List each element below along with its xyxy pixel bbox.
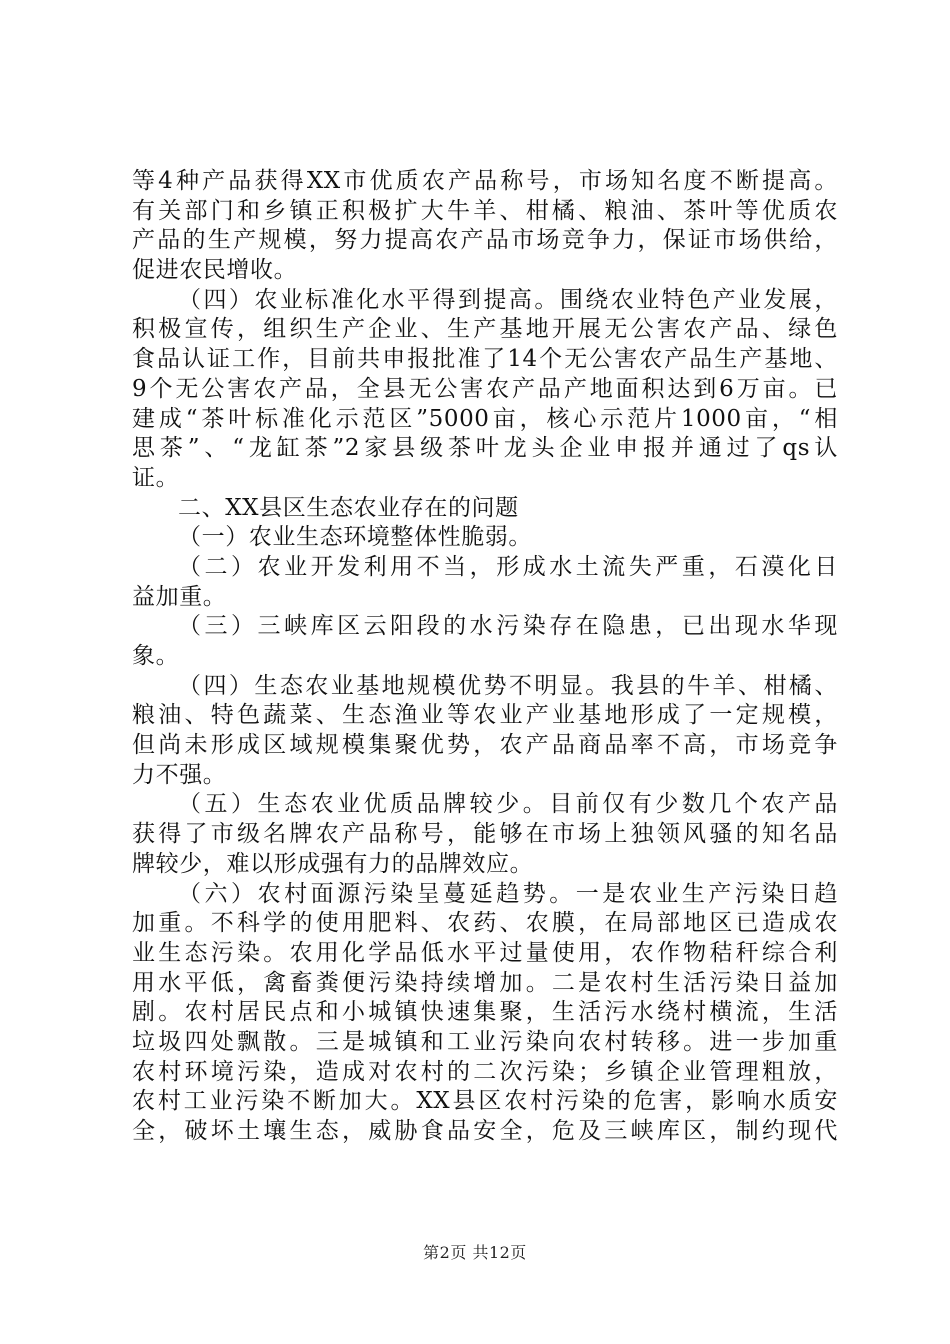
text-line: 二、XX县区生态农业存在的问题: [178, 494, 519, 521]
text-line: （六）农村面源污染呈蔓延趋势。一是农业生产污染日趋: [178, 880, 838, 907]
text-line: 食品认证工作，目前共申报批准了14个无公害农产品生产基地、: [132, 346, 838, 373]
text-line: 农村工业污染不断加大。XX县区农村污染的危害，影响水质安: [132, 1088, 838, 1115]
text-line: 等4种产品获得XX市优质农产品称号，市场知名度不断提高。: [132, 168, 838, 194]
text-line: 用水平低，禽畜粪便污染持续增加。二是农村生活污染日益加: [132, 969, 838, 996]
text-line: 牌较少，难以形成强有力的品牌效应。: [132, 850, 534, 877]
text-line: 垃圾四处飘散。三是城镇和工业污染向农村转移。进一步加重: [132, 1028, 838, 1055]
text-line: （五）生态农业优质品牌较少。目前仅有少数几个农产品: [178, 791, 838, 818]
text-line: 力不强。: [132, 761, 227, 788]
page-footer: 第2页 共12页: [423, 1243, 527, 1262]
text-line: 促进农民增收。: [132, 257, 298, 284]
text-line: 思茶”、“龙缸茶”2家县级茶叶龙头企业申报并通过了qs认: [132, 435, 838, 462]
text-line: 业生态污染。农用化学品低水平过量使用，农作物秸秆综合利: [132, 939, 838, 966]
text-line: 建成“茶叶标准化示范区”5000亩，核心示范片1000亩，“相: [132, 405, 838, 432]
text-line: 象。: [132, 643, 180, 669]
text-line: 9个无公害农产品，全县无公害农产品产地面积达到6万亩。已: [132, 375, 838, 402]
text-line: （三）三峡库区云阳段的水污染存在隐患，已出现水华现: [178, 613, 838, 640]
text-line: 获得了市级名牌农产品称号，能够在市场上独领风骚的知名品: [132, 821, 838, 848]
text-line: （二）农业开发利用不当，形成水土流失严重，石漠化日: [178, 553, 838, 580]
text-line: 产品的生产规模，努力提高农产品市场竞争力，保证市场供给，: [132, 227, 838, 254]
text-line: 积极宣传，组织生产企业、生产基地开展无公害农产品、绿色: [132, 316, 838, 343]
text-line: 益加重。: [132, 583, 227, 610]
text-line: 有关部门和乡镇正积极扩大牛羊、柑橘、粮油、茶叶等优质农: [132, 197, 838, 224]
text-line: 证。: [132, 464, 180, 491]
text-line: （四）农业标准化水平得到提高。围绕农业特色产业发展，: [178, 286, 838, 313]
text-line: 粮油、特色蔬菜、生态渔业等农业产业基地形成了一定规模，: [132, 702, 838, 729]
text-line: 全，破坏土壤生态，威胁食品安全，危及三峡库区，制约现代: [132, 1118, 838, 1144]
text-line: 农村环境污染，造成对农村的二次污染；乡镇企业管理粗放，: [132, 1058, 838, 1085]
text-line: 但尚未形成区域规模集聚优势，农产品商品率不高，市场竞争: [132, 732, 838, 759]
text-line: （一）农业生态环境整体性脆弱。: [178, 524, 532, 551]
document-body: [132, 167, 838, 1147]
text-line: 加重。不科学的使用肥料、农药、农膜，在局部地区已造成农: [132, 910, 838, 937]
text-line: 剧。农村居民点和小城镇快速集聚，生活污水绕村横流，生活: [132, 999, 838, 1026]
text-line: （四）生态农业基地规模优势不明显。我县的牛羊、柑橘、: [178, 672, 838, 699]
